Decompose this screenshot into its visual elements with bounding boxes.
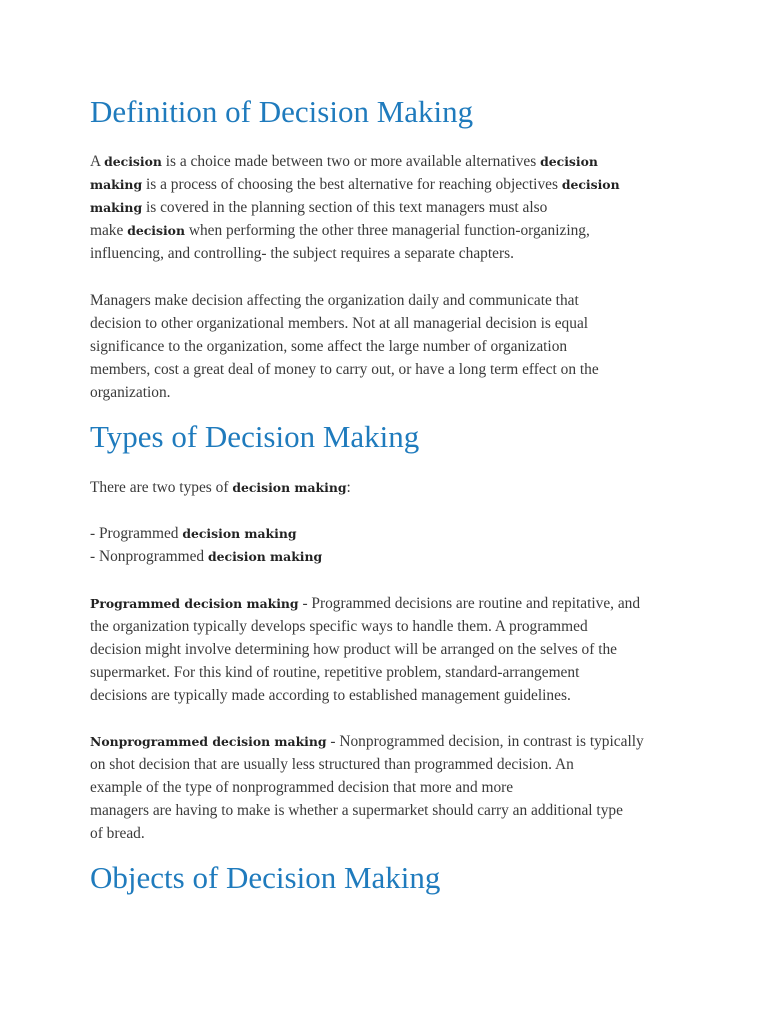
text-line: A decision is a choice made between two or more available alternatives decision	[90, 153, 598, 170]
nonprogrammed-paragraph	[90, 730, 690, 845]
text-line: Programmed decision making - Programmed decisions are routine and repitative, and	[90, 595, 641, 612]
text-line: Managers make decision affecting the organization daily and communicate that	[90, 292, 579, 309]
text-line: Nonprogrammed decision making - Nonprogrammed decision, in contrast is typically	[90, 733, 644, 750]
heading-definition: Definition of Decision Making	[90, 94, 474, 129]
heading-types: Types of Decision Making	[90, 419, 420, 454]
programmed-paragraph	[90, 592, 690, 707]
term-programmed: Programmed decision making	[90, 596, 299, 611]
text-line: supermarket. For this kind of routine, repetitive problem, standard-arrangement	[90, 664, 580, 681]
term-nonprogrammed: Nonprogrammed decision making	[90, 734, 327, 749]
text-line: on shot decision that are usually less structured than programmed decision. An	[90, 756, 574, 773]
text-line: managers are having to make is whether a supermarket should carry an additional type	[90, 802, 623, 819]
definition-paragraph	[90, 150, 690, 265]
text-line: organization.	[90, 384, 171, 401]
text-line: the organization typically develops specific ways to handle them. A programmed	[90, 618, 588, 635]
text-line: decisions are typically made according to established management guidelines.	[90, 687, 571, 704]
text-line: of bread.	[90, 825, 145, 842]
text-line: make decision when performing the other three managerial function-organizing,	[90, 222, 590, 239]
managers-paragraph	[90, 289, 690, 404]
list-item: - Nonprogrammed decision making	[90, 548, 323, 565]
types-intro	[90, 476, 690, 499]
text-line: example of the type of nonprogrammed decision that more and more	[90, 779, 514, 796]
text-line: decision to other organizational members. Not at all managerial decision is equal	[90, 315, 589, 332]
text-line: members, cost a great deal of money to carry out, or have a long term effect on the	[90, 361, 599, 378]
text-line: making is a process of choosing the best alternative for reaching objectives decision	[90, 176, 620, 193]
list-item: - Programmed decision making	[90, 525, 297, 542]
text-line: significance to the organization, some affect the large number of organization	[90, 338, 568, 355]
heading-objects: Objects of Decision Making	[90, 860, 441, 895]
text-line: There are two types of decision making:	[90, 479, 351, 496]
text-line: decision might involve determining how product will be arranged on the selves of the	[90, 641, 618, 658]
types-list	[90, 522, 690, 568]
text-line: making is covered in the planning section of this text managers must also	[90, 199, 548, 216]
text-line: influencing, and controlling- the subject requires a separate chapters.	[90, 245, 514, 262]
